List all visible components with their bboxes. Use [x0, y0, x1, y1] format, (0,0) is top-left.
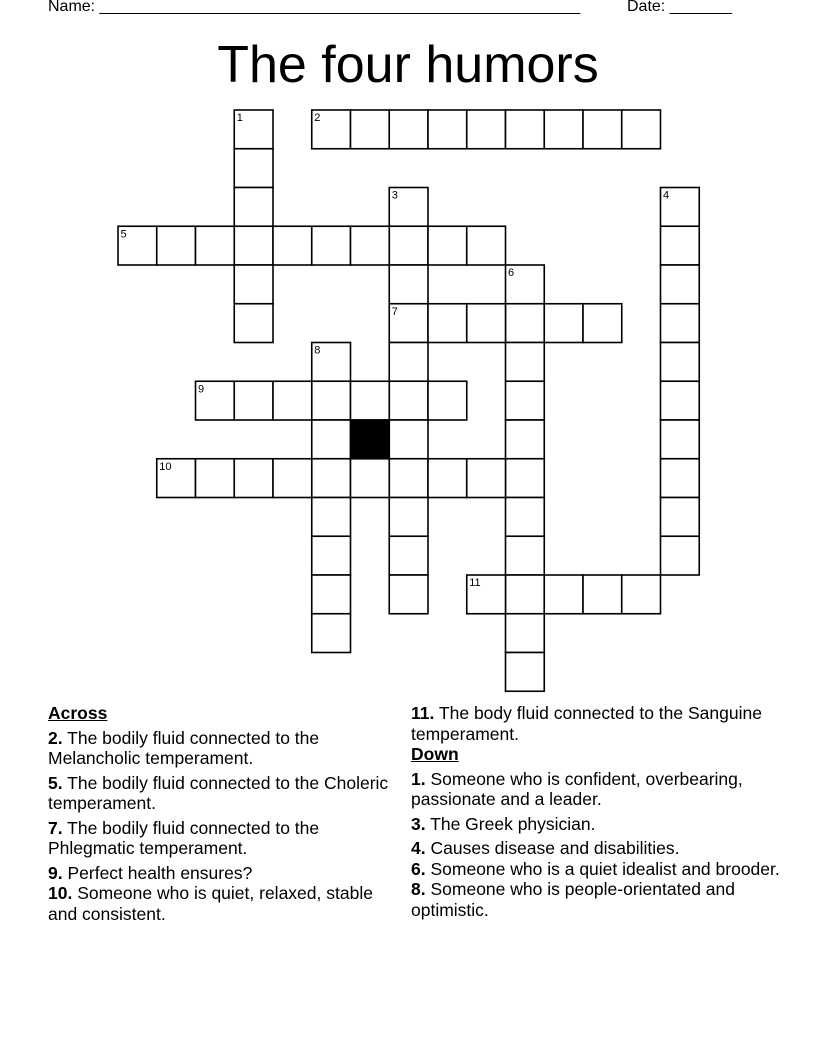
- clue-text: Causes disease and disabilities.: [430, 838, 680, 858]
- grid-cell[interactable]: [583, 575, 622, 614]
- grid-cell[interactable]: [544, 575, 583, 614]
- grid-cell[interactable]: [389, 304, 428, 343]
- grid-cell[interactable]: [428, 110, 467, 149]
- clue-text: The bodily fluid connected to the Choleric temperament.: [48, 772, 389, 813]
- grid-cell[interactable]: [428, 226, 467, 265]
- grid-number: 6: [508, 267, 515, 279]
- clue-number: 10.: [48, 883, 73, 903]
- grid-cell[interactable]: [389, 575, 428, 614]
- grid-cell[interactable]: [544, 110, 583, 149]
- clue-text: The Greek physician.: [430, 813, 596, 834]
- grid-cell[interactable]: [506, 110, 545, 149]
- grid-cell[interactable]: [389, 343, 428, 382]
- clue-number: 4.: [411, 838, 426, 858]
- grid-number: 1: [236, 112, 243, 124]
- grid-cell[interactable]: [661, 226, 700, 265]
- grid-cell[interactable]: [506, 536, 545, 575]
- grid-number: 10: [159, 460, 172, 473]
- clue-across-11: [411, 703, 781, 744]
- grid-cell[interactable]: [312, 575, 351, 614]
- grid-cell[interactable]: [312, 226, 351, 265]
- grid-cell[interactable]: [389, 381, 428, 420]
- grid-cell[interactable]: [273, 381, 312, 420]
- grid-number: 7: [391, 305, 398, 318]
- grid-cell[interactable]: [467, 575, 506, 614]
- grid-cell[interactable]: [196, 226, 235, 265]
- grid-cell[interactable]: [661, 498, 700, 537]
- clue-number: 2.: [48, 727, 63, 748]
- clue-across-10: [48, 883, 393, 924]
- grid-cell[interactable]: [196, 381, 235, 420]
- grid-cell[interactable]: [661, 304, 700, 343]
- clue-text: The body fluid connected to the Sanguine temperament.: [411, 703, 762, 744]
- grid-cell[interactable]: [351, 110, 390, 149]
- grid-cell[interactable]: [389, 420, 428, 459]
- clue-number: 6.: [411, 858, 426, 879]
- grid-cell[interactable]: [506, 420, 545, 459]
- clue-across-5: [48, 773, 393, 814]
- grid-cell[interactable]: [661, 459, 700, 498]
- grid-cell[interactable]: [389, 110, 428, 149]
- grid-cell[interactable]: [467, 304, 506, 343]
- grid-cell[interactable]: [583, 304, 622, 343]
- grid-number: 3: [391, 189, 398, 202]
- grid-cell[interactable]: [661, 343, 700, 382]
- grid-cell[interactable]: [583, 110, 622, 149]
- clues-column-right: [411, 703, 781, 920]
- grid-cell[interactable]: [506, 343, 545, 382]
- across-heading: Across: [48, 703, 108, 723]
- grid-cell[interactable]: [234, 188, 273, 227]
- grid-cell[interactable]: [389, 459, 428, 498]
- clue-across-2: [48, 728, 393, 769]
- grid-cell[interactable]: [389, 536, 428, 575]
- date-field-line[interactable]: Date: _______: [627, 0, 732, 15]
- grid-cell[interactable]: [351, 381, 390, 420]
- grid-cell[interactable]: [506, 381, 545, 420]
- grid-cell[interactable]: [118, 226, 157, 265]
- grid-cell[interactable]: [234, 110, 273, 149]
- clue-down-4: [411, 838, 781, 859]
- grid-cell[interactable]: [428, 304, 467, 343]
- name-field-line[interactable]: Name: ______________________________________________________: [48, 0, 581, 15]
- grid-cell[interactable]: [661, 381, 700, 420]
- grid-cell[interactable]: [157, 226, 196, 265]
- grid-cell[interactable]: [234, 459, 273, 498]
- down-heading: Down: [411, 744, 459, 764]
- grid-cell[interactable]: [506, 653, 545, 692]
- clue-across-9: [48, 863, 393, 884]
- clue-number: 8.: [411, 879, 426, 899]
- grid-cell[interactable]: [661, 536, 700, 575]
- grid-number: 5: [120, 228, 127, 241]
- grid-cell[interactable]: [428, 381, 467, 420]
- grid-cell[interactable]: [389, 498, 428, 537]
- grid-number: 8: [314, 344, 321, 357]
- grid-cell[interactable]: [351, 226, 390, 265]
- grid-cell[interactable]: [389, 226, 428, 265]
- clue-down-1: [411, 769, 781, 810]
- clue-down-6: [411, 859, 781, 880]
- grid-cell[interactable]: [312, 614, 351, 653]
- clue-down-8: [411, 879, 781, 920]
- grid-cell[interactable]: [273, 459, 312, 498]
- grid-cell[interactable]: [506, 575, 545, 614]
- grid-number: 2: [314, 112, 321, 124]
- clue-text: The bodily fluid connected to the Phlegmatic temperament.: [48, 817, 320, 858]
- grid-cell[interactable]: [467, 110, 506, 149]
- grid-cell[interactable]: [312, 110, 351, 149]
- grid-cell[interactable]: [312, 420, 351, 459]
- grid-cell[interactable]: [312, 381, 351, 420]
- grid-cell[interactable]: [312, 343, 351, 382]
- grid-cell[interactable]: [312, 536, 351, 575]
- grid-cell[interactable]: [234, 304, 273, 343]
- grid-block-black: [351, 420, 390, 459]
- grid-cell[interactable]: [234, 149, 273, 188]
- clue-text: Perfect health ensures?: [67, 862, 253, 883]
- clue-text: Someone who is a quiet idealist and brooder.: [430, 858, 780, 879]
- clue-number: 5.: [48, 772, 63, 793]
- grid-cell[interactable]: [389, 265, 428, 304]
- grid-number: 4: [663, 189, 670, 202]
- clue-number: 7.: [48, 817, 63, 838]
- grid-cell[interactable]: [312, 498, 351, 537]
- grid-cell[interactable]: [196, 459, 235, 498]
- grid-cell[interactable]: [234, 381, 273, 420]
- grid-cell[interactable]: [622, 110, 661, 149]
- clue-down-3: [411, 814, 781, 835]
- clue-number: 1.: [411, 768, 426, 789]
- grid-cell[interactable]: [506, 614, 545, 653]
- clue-text: Someone who is quiet, relaxed, stable and consistent.: [48, 883, 373, 924]
- grid-cell[interactable]: [661, 188, 700, 227]
- clue-text: The bodily fluid connected to the Melancholic temperament.: [48, 727, 320, 768]
- grid-number: 11: [469, 577, 481, 589]
- grid-cell[interactable]: [506, 498, 545, 537]
- clue-number: 11.: [411, 703, 435, 723]
- grid-cell[interactable]: [506, 459, 545, 498]
- grid-cell[interactable]: [661, 420, 700, 459]
- grid-number: 9: [198, 383, 205, 396]
- grid-cell[interactable]: [622, 575, 661, 614]
- clues-column-left: [48, 703, 393, 924]
- clue-number: 9.: [48, 862, 63, 883]
- clue-text: Someone who is confident, overbearing, passionate and a leader.: [411, 768, 743, 809]
- grid-cell[interactable]: [544, 304, 583, 343]
- grid-cell[interactable]: [234, 226, 273, 265]
- grid-cell[interactable]: [312, 459, 351, 498]
- page-title: The four humors: [217, 36, 599, 94]
- grid-cell[interactable]: [506, 304, 545, 343]
- grid-cell[interactable]: [157, 459, 196, 498]
- grid-cell[interactable]: [389, 188, 428, 227]
- grid-cell[interactable]: [428, 459, 467, 498]
- grid-cell[interactable]: [467, 459, 506, 498]
- clue-text: Someone who is people-orientated and optimistic.: [411, 879, 735, 920]
- grid-cell[interactable]: [273, 226, 312, 265]
- grid-cell[interactable]: [467, 226, 506, 265]
- grid-cell[interactable]: [506, 265, 545, 304]
- clue-across-7: [48, 818, 393, 859]
- clue-number: 3.: [411, 813, 426, 834]
- grid-cell[interactable]: [351, 459, 390, 498]
- grid-cell[interactable]: [234, 265, 273, 304]
- grid-cell[interactable]: [661, 265, 700, 304]
